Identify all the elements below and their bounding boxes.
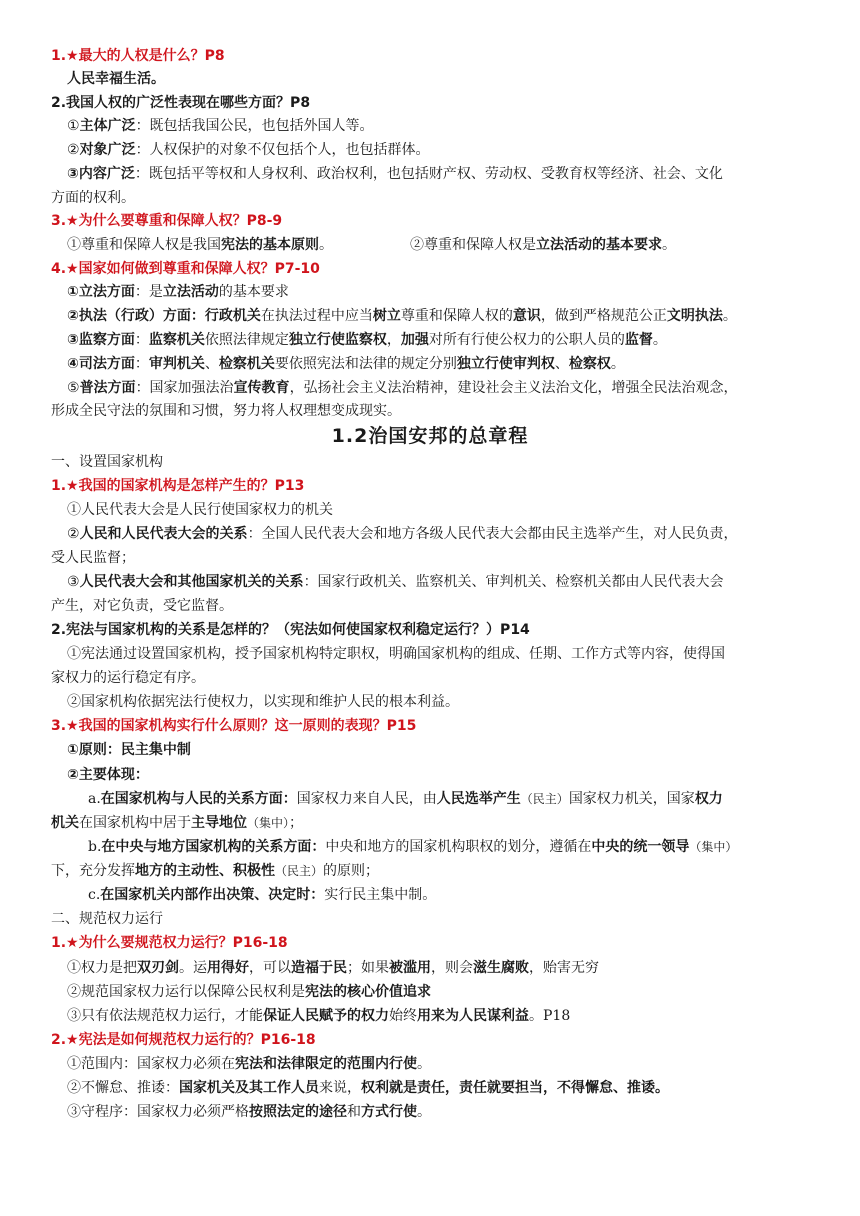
text-run: 要依照宪法和法律的规定分别 (274, 356, 457, 372)
text-run: 人民和人民代表大会的关系 (79, 526, 248, 542)
text-run: 被滥用 (389, 960, 431, 976)
text-run: ①权力是把 (67, 960, 137, 976)
text-run: 普法方面 (79, 380, 136, 396)
text-run: 1.★为什么要规范权力运行？P16-18 (51, 935, 288, 951)
text-run: ② (67, 526, 80, 542)
text-run: 3.★为什么要尊重和保障人权？P8-9 (51, 213, 283, 229)
text-line (67, 1005, 570, 1027)
text-run: ② (67, 142, 80, 158)
text-run: 1.2治国安邦的总章程 (331, 425, 529, 447)
text-run: 按照法定的途径 (249, 1104, 347, 1120)
text-run: ①宪法通过设置国家机构，授予国家机构特定职权，明确国家机构的组成、任期、工作方式等内容，使得国 (67, 646, 725, 662)
text-run: 宪法的基本原则 (221, 237, 319, 253)
text-run: 独立行使审判权 (456, 356, 555, 372)
text-run: 。 (652, 332, 667, 348)
text-run: 在执法过程中应当 (260, 308, 373, 324)
text-run: 来说， (319, 1080, 361, 1096)
text-run: 中央的统一领导 (591, 839, 690, 855)
text-run: 用来为人民谋利益 (417, 1008, 529, 1024)
text-run: ③内容广泛 (67, 166, 135, 182)
text-run: ：既包括平等权和人身权利、政治权利，也包括财产权、劳动权、受教育权等经济、社会、文化 (134, 166, 723, 182)
text-line (67, 981, 431, 1003)
text-run: ③守程序：国家权力必须严格 (67, 1104, 249, 1120)
text-run: 地方的主动性、积极性 (135, 863, 275, 879)
text-run: 下，充分发挥 (51, 863, 135, 879)
section-title (0, 425, 860, 447)
text-run: 在国家机关内部作出决策、决定时： (100, 887, 325, 903)
text-run: a. (88, 791, 101, 807)
text-run: 和 (347, 1104, 361, 1120)
text-run: ①范围内：国家权力必须在 (67, 1056, 235, 1072)
text-run: ， (386, 332, 401, 348)
text-line (67, 139, 430, 161)
question-heading (51, 210, 282, 232)
text-run: 尊重和保障人权的 (400, 308, 513, 324)
text-run: ②国家机构依据宪法行使权力，以实现和维护人民的根本利益。 (67, 694, 459, 710)
text-run: ，可以 (249, 960, 291, 976)
text-run: 、 (554, 356, 569, 372)
text-line (67, 1053, 431, 1075)
text-run: 形成全民守法的氛围和习惯，努力将人权理想变成现实。 (51, 403, 401, 419)
text-run: ，弘扬社会主义法治精神，建设社会主义法治文化，增强全民法治观念， (289, 380, 738, 396)
text-run: 宣传教育 (233, 380, 290, 396)
text-run: ；如果 (347, 960, 389, 976)
text-run: 。 (319, 237, 333, 253)
text-line (51, 451, 163, 473)
text-line (67, 163, 723, 185)
question-heading (51, 475, 304, 497)
text-run: ① (67, 118, 80, 134)
text-line (67, 68, 165, 90)
text-line (67, 523, 738, 545)
text-run: 文明执法 (666, 308, 723, 324)
text-run: ②执法（行政）方面 (67, 308, 191, 324)
text-run: ，贻害无穷 (529, 960, 599, 976)
text-run: 实行民主集中制。 (324, 887, 437, 903)
text-run: 2.宪法与国家机构的关系是怎样的？（宪法如何使国家权利稳定运行？）P14 (51, 622, 530, 638)
question-heading (51, 45, 225, 67)
text-run: （民主） (275, 864, 324, 878)
text-run: ，做到严格规范公正 (540, 308, 667, 324)
text-run: 国家权力机关，国家 (568, 791, 695, 807)
text-line (51, 400, 401, 422)
text-run: 对象广泛 (79, 142, 136, 158)
text-line (67, 571, 724, 593)
text-line (88, 884, 436, 906)
text-run: 1.★最大的人权是什么？P8 (51, 48, 225, 64)
text-run: 方面的权利。 (51, 190, 135, 206)
text-run: 审判机关 (148, 356, 205, 372)
text-line (67, 499, 333, 521)
text-run: ： (134, 356, 149, 372)
text-run: b. (88, 839, 102, 855)
text-run: 民主集中制 (120, 742, 191, 758)
text-line (67, 1077, 669, 1099)
text-line (88, 788, 723, 810)
text-run: 4.★国家如何做到尊重和保障人权？P7-10 (51, 261, 320, 277)
text-run: 的基本要求 (218, 284, 289, 300)
text-run: 权力 (694, 791, 723, 807)
text-run: 1.★我国的国家机构是怎样产生的？P13 (51, 478, 305, 494)
text-run: ③只有依法规范权力运行，才能 (67, 1008, 263, 1024)
question-heading (51, 715, 416, 737)
question-heading (51, 619, 530, 641)
text-run: 主体广泛 (79, 118, 136, 134)
text-line (51, 667, 205, 689)
text-run: 。 (662, 237, 676, 253)
text-run: ①尊重和保障人权是我国 (67, 237, 221, 253)
text-run: ②规范国家权力运行以保障公民权利是 (67, 984, 305, 1000)
text-line (67, 353, 625, 375)
text-run: 滋生腐败 (473, 960, 529, 976)
text-run: ： (134, 332, 149, 348)
text-run: 保证人民赋予的权力 (263, 1008, 389, 1024)
text-run: ： (190, 308, 205, 324)
text-run: 在国家机构与人民的关系方面： (100, 791, 297, 807)
text-run: 双刃剑 (137, 960, 179, 976)
text-run: 对所有行使公权力的公职人员的 (428, 332, 625, 348)
text-run: 加强 (400, 332, 429, 348)
text-line (51, 860, 379, 882)
text-line (67, 764, 149, 786)
text-run: 宪法的核心价值追求 (305, 984, 431, 1000)
text-run: ②不懈怠、推诿： (67, 1080, 179, 1096)
text-run: 中央和地方的国家机构职权的划分，遵循在 (325, 839, 592, 855)
text-line (51, 547, 135, 569)
text-run: 。 (610, 356, 625, 372)
text-run: 。 (417, 1104, 431, 1120)
text-run: 行政机关 (204, 308, 261, 324)
text-run: 人民代表大会和其他国家机关的关系 (79, 574, 304, 590)
text-run: ④司法方面 (67, 356, 135, 372)
text-run: 机关 (51, 815, 79, 831)
text-run: 的原则； (323, 863, 380, 879)
text-run: 在国家机构中居于 (79, 815, 191, 831)
text-run: ，则会 (431, 960, 473, 976)
text-line (51, 908, 163, 930)
text-run: 立法活动的基本要求 (536, 237, 662, 253)
text-line (67, 1101, 431, 1123)
text-run: ①原则： (67, 742, 121, 758)
text-run: 3.★我国的国家机构实行什么原则？这一原则的表现？P15 (51, 718, 417, 734)
text-line (67, 234, 333, 256)
text-run: 用得好 (207, 960, 249, 976)
text-run: 家权力的运行稳定有序。 (51, 670, 205, 686)
text-run: ①人民代表大会是人民行使国家权力的机关 (67, 502, 333, 518)
text-line (51, 812, 303, 834)
question-heading (51, 92, 310, 114)
text-run: 。 (722, 308, 737, 324)
text-line (67, 377, 738, 399)
text-run: 立法活动 (162, 284, 219, 300)
text-run: 监察机关 (148, 332, 205, 348)
text-line (67, 115, 374, 137)
text-run: 二、规范权力运行 (51, 911, 163, 927)
text-run: 在中央与地方国家机构的关系方面： (101, 839, 326, 855)
text-run: ：既包括我国公民，也包括外国人等。 (135, 118, 374, 134)
text-run: c. (88, 887, 101, 903)
text-run: ⑤ (67, 380, 80, 396)
text-run: 2.★宪法是如何规范权力运行的？P16-18 (51, 1032, 316, 1048)
text-run: ：是 (134, 284, 163, 300)
text-run: 产生，对它负责，受它监督。 (51, 598, 233, 614)
text-line (67, 329, 667, 351)
text-line (67, 281, 289, 303)
text-run: 权利就是责任，责任就要担当，不得懈怠、推诿。 (361, 1080, 669, 1096)
text-run: 依照法律规定 (204, 332, 289, 348)
text-run: 检察权 (568, 356, 611, 372)
text-run: 树立 (372, 308, 401, 324)
text-run: ③ (67, 574, 80, 590)
text-run: 一、设置国家机构 (51, 454, 163, 470)
text-run: ：国家行政机关、监察机关、审判机关、检察机关都由人民代表大会 (303, 574, 724, 590)
text-run: ①立法方面 (67, 284, 135, 300)
text-line (67, 305, 737, 327)
text-run: 国家权力来自人民，由 (296, 791, 437, 807)
text-run: ：国家加强法治 (135, 380, 234, 396)
text-run: 意识 (512, 308, 541, 324)
text-run: 国家机关及其工作人员 (179, 1080, 319, 1096)
text-run: 方式行使 (361, 1104, 417, 1120)
text-run: 独立行使监察权 (288, 332, 387, 348)
text-run: （集中） (247, 816, 290, 830)
text-run: 2.我国人权的广泛性表现在哪些方面？P8 (51, 95, 311, 111)
question-heading (51, 932, 288, 954)
text-run: 。运 (179, 960, 207, 976)
text-run: 受人民监督； (51, 550, 135, 566)
text-line (51, 187, 135, 209)
text-line (67, 739, 191, 761)
text-run: 宪法和法律限定的范围内行使 (235, 1056, 417, 1072)
question-heading (51, 258, 320, 280)
text-run: 人民选举产生 (436, 791, 521, 807)
text-line (88, 836, 737, 858)
text-run: 。 (417, 1056, 431, 1072)
text-run: 造福于民 (291, 960, 347, 976)
text-run: 人民幸福生活。 (67, 71, 165, 87)
text-run: ③监察方面 (67, 332, 135, 348)
text-run: ②主要体现： (67, 767, 149, 783)
text-run: ②尊重和保障人权是 (410, 237, 536, 253)
question-heading (51, 1029, 316, 1051)
text-run: 监督 (624, 332, 653, 348)
text-run: 、 (204, 356, 219, 372)
text-line (67, 957, 599, 979)
text-line (51, 595, 233, 617)
text-line (67, 691, 459, 713)
text-run: 。P18 (529, 1008, 571, 1024)
text-line (67, 643, 725, 665)
text-run: 检察机关 (218, 356, 275, 372)
text-line (410, 234, 676, 256)
text-run: ：人权保护的对象不仅包括个人，也包括群体。 (135, 142, 430, 158)
text-run: ：全国人民代表大会和地方各级人民代表大会都由民主选举产生，对人民负责， (247, 526, 738, 542)
text-run: （集中） (689, 840, 738, 854)
text-run: ； (289, 815, 304, 831)
text-run: 主导地位 (191, 815, 247, 831)
text-run: （民主） (520, 792, 569, 806)
text-run: 始终 (389, 1008, 417, 1024)
